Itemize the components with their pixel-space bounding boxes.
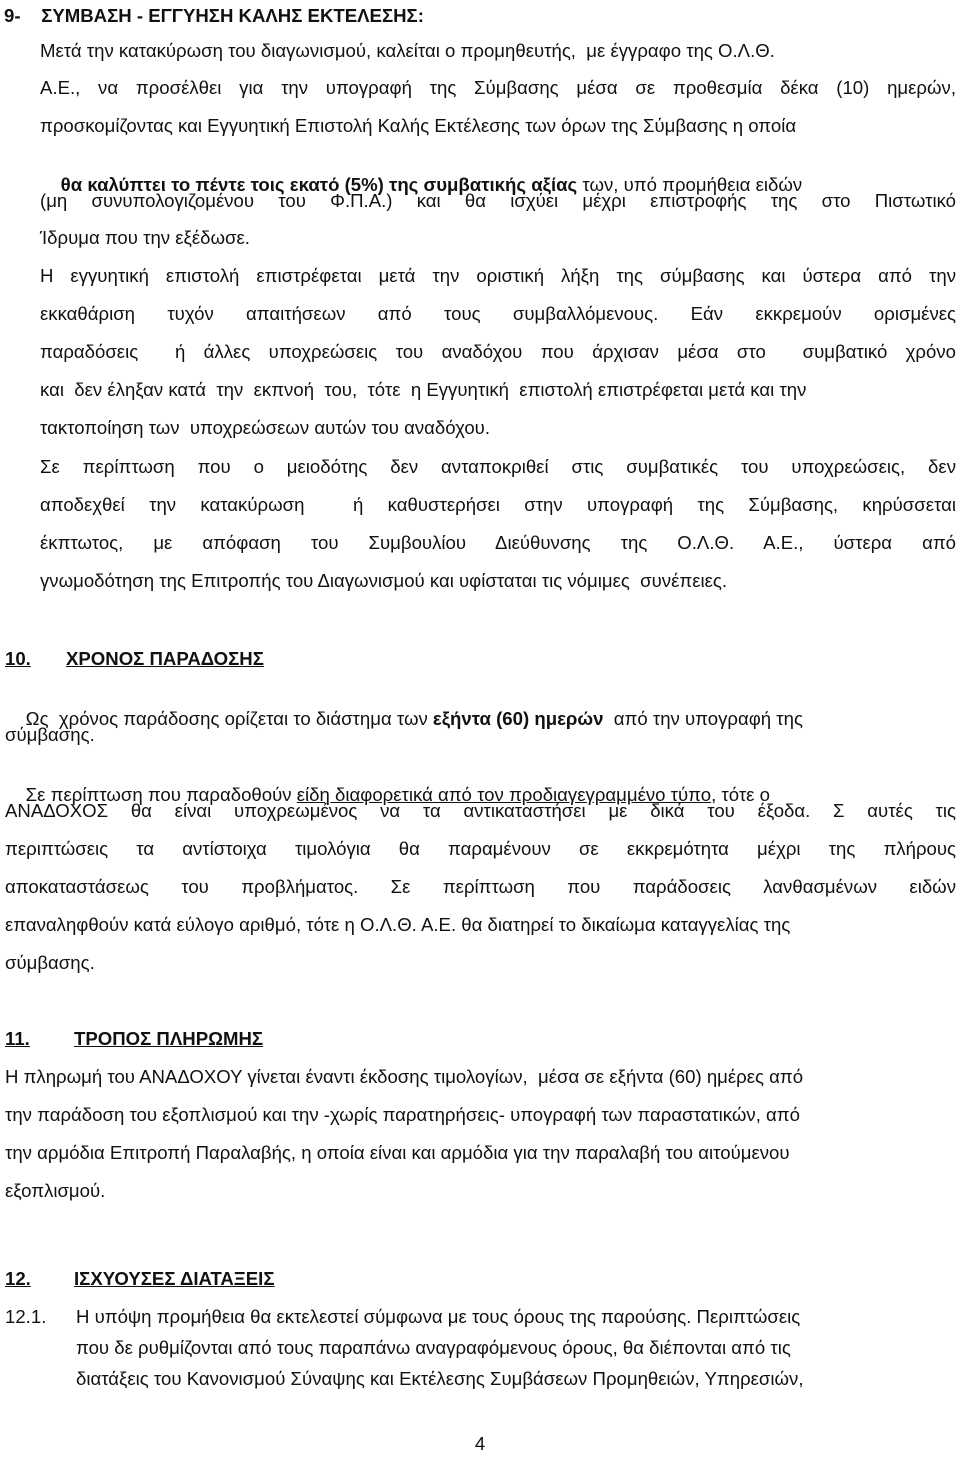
paragraph-line: και δεν έληξαν κατά την εκπνοή του, τότε η Εγγυητική επιστολή επιστρέφεται μετά και την	[40, 379, 807, 400]
section-12-number: 12.	[5, 1268, 31, 1289]
paragraph-line: Ίδρυμα που την εξέδωσε.	[40, 227, 250, 248]
text: , τότε ο	[711, 784, 770, 805]
paragraph-line: εξοπλισμού.	[5, 1180, 106, 1201]
paragraph-line: που δε ρυθμίζονται από τους παραπάνω αναγραφόμενους όρους, θα διέπονται από τις	[76, 1337, 791, 1358]
paragraph-line: ΑΝΑΔΟΧΟΣ θα είναι υποχρεωμένος να τα αντικαταστήσει με δικά του έξοδα. Σ αυτές τις	[5, 800, 956, 821]
paragraph-line: τακτοποίηση των υποχρεώσεων αυτών του αναδόχου.	[40, 417, 490, 438]
paragraph-line: διατάξεις του Κανονισμού Σύναψης και Εκτέλεσης Συμβάσεων Προμηθειών, Υπηρεσιών,	[76, 1368, 804, 1389]
paragraph-line: την αρμόδια Επιτροπή Παραλαβής, η οποία είναι και αρμόδια για την παραλαβή του αιτούμενου	[5, 1142, 790, 1163]
section-11-title: ΤΡΟΠΟΣ ΠΛΗΡΩΜΗΣ	[74, 1028, 264, 1049]
paragraph-line: Η υπόψη προμήθεια θα εκτελεστεί σύμφωνα με τους όρους της παρούσης. Περιπτώσεις	[76, 1306, 801, 1327]
paragraph-line: σύμβασης.	[5, 952, 95, 973]
text: από την υπογραφή της	[603, 708, 803, 729]
paragraph-line: αποδεχθεί την κατακύρωση ή καθυστερήσει στην υπογραφή της Σύμβασης, κηρύσσεται	[40, 494, 956, 515]
section-11-number: 11.	[5, 1028, 30, 1049]
paragraph-line: παραδόσεις ή άλλες υποχρεώσεις του αναδόχου που άρχισαν μέσα στο συμβατικό χρόνο	[40, 341, 956, 362]
paragraph-line: Η εγγυητική επιστολή επιστρέφεται μετά την οριστική λήξη της σύμβασης και ύστερα από την	[40, 265, 956, 286]
paragraph-line: επαναληφθούν κατά εύλογο αριθμό, τότε η Ο.Λ.Θ. Α.Ε. θα διατηρεί το δικαίωμα καταγγελίας της	[5, 914, 791, 935]
section-12-title: ΙΣΧΥΟΥΣΕΣ ΔΙΑΤΑΞΕΙΣ	[74, 1268, 275, 1289]
paragraph-line: προσκομίζοντας και Εγγυητική Επιστολή Καλής Εκτέλεσης των όρων της Σύμβασης η οποία	[40, 115, 797, 136]
paragraph-line: (μη συνυπολογιζομένου του Φ.Π.Α.) και θα ισχύει μέχρι επιστροφής της στο Πιστωτικό	[40, 190, 956, 211]
paragraph-line: Σε περίπτωση που ο μειοδότης δεν ανταποκριθεί στις συμβατικές του υποχρεώσεις, δεν	[40, 456, 956, 477]
paragraph-line: Η πληρωμή του ΑΝΑΔΟΧΟΥ γίνεται έναντι έκδοσης τιμολογίων, μέσα σε εξήντα (60) ημέρες από	[5, 1066, 804, 1087]
paragraph-line: περιπτώσεις τα αντίστοιχα τιμολόγια θα παραμένουν σε εκκρεμότητα μέχρι της πλήρους	[5, 838, 956, 859]
paragraph-line: Μετά την κατακύρωση του διαγωνισμού, καλείται ο προμηθευτής, με έγγραφο της Ο.Λ.Θ.	[40, 40, 775, 61]
section-10-title: ΧΡΟΝΟΣ ΠΑΡΑΔΟΣΗΣ	[66, 648, 264, 669]
bold-text: εξήντα (60) ημερών	[432, 708, 604, 729]
paragraph-line: σύμβασης.	[5, 724, 95, 745]
paragraph-line: γνωμοδότηση της Επιτροπής του Διαγωνισμού και υφίσταται τις νόμιμες συνέπειες.	[40, 570, 728, 591]
paragraph-line: έκπτωτος, με απόφαση του Συμβουλίου Διεύθυνσης της Ο.Λ.Θ. Α.Ε., ύστερα από	[40, 532, 956, 553]
page-number: 4	[474, 1433, 486, 1454]
text: Σε περίπτωση που παραδοθούν	[25, 784, 297, 805]
paragraph-line: εκκαθάριση τυχόν απαιτήσεων από τους συμβαλλόμενους. Εάν εκκρεμούν ορισμένες	[40, 303, 956, 324]
section-9-heading: 9- ΣΥΜΒΑΣΗ - ΕΓΓΥΗΣΗ ΚΑΛΗΣ ΕΚΤΕΛΕΣΗΣ:	[4, 5, 424, 26]
paragraph-line: αποκαταστάσεως του προβλήματος. Σε περίπτωση που παράδοσεις λανθασμένων ειδών	[5, 876, 956, 897]
underlined-text: είδη διαφορετικά από τον προδιαγεγραμμένο τύπο	[296, 784, 712, 805]
section-10-number: 10.	[5, 648, 31, 669]
text: Ως χρόνος παράδοσης ορίζεται το διάστημα των	[25, 708, 433, 729]
subsection-number: 12.1.	[5, 1306, 47, 1327]
paragraph-line: Α.Ε., να προσέλθει για την υπογραφή της Σύμβασης μέσα σε προθεσμία δέκα (10) ημερών,	[40, 77, 956, 98]
paragraph-line: την παράδοση του εξοπλισμού και την -χωρίς παρατηρήσεις- υπογραφή των παραστατικών, από	[5, 1104, 800, 1125]
text: των, υπό προμήθεια ειδών	[577, 174, 803, 195]
bold-text: θα καλύπτει το πέντε τοις εκατό (5%) της συμβατικής αξίας	[60, 174, 578, 195]
